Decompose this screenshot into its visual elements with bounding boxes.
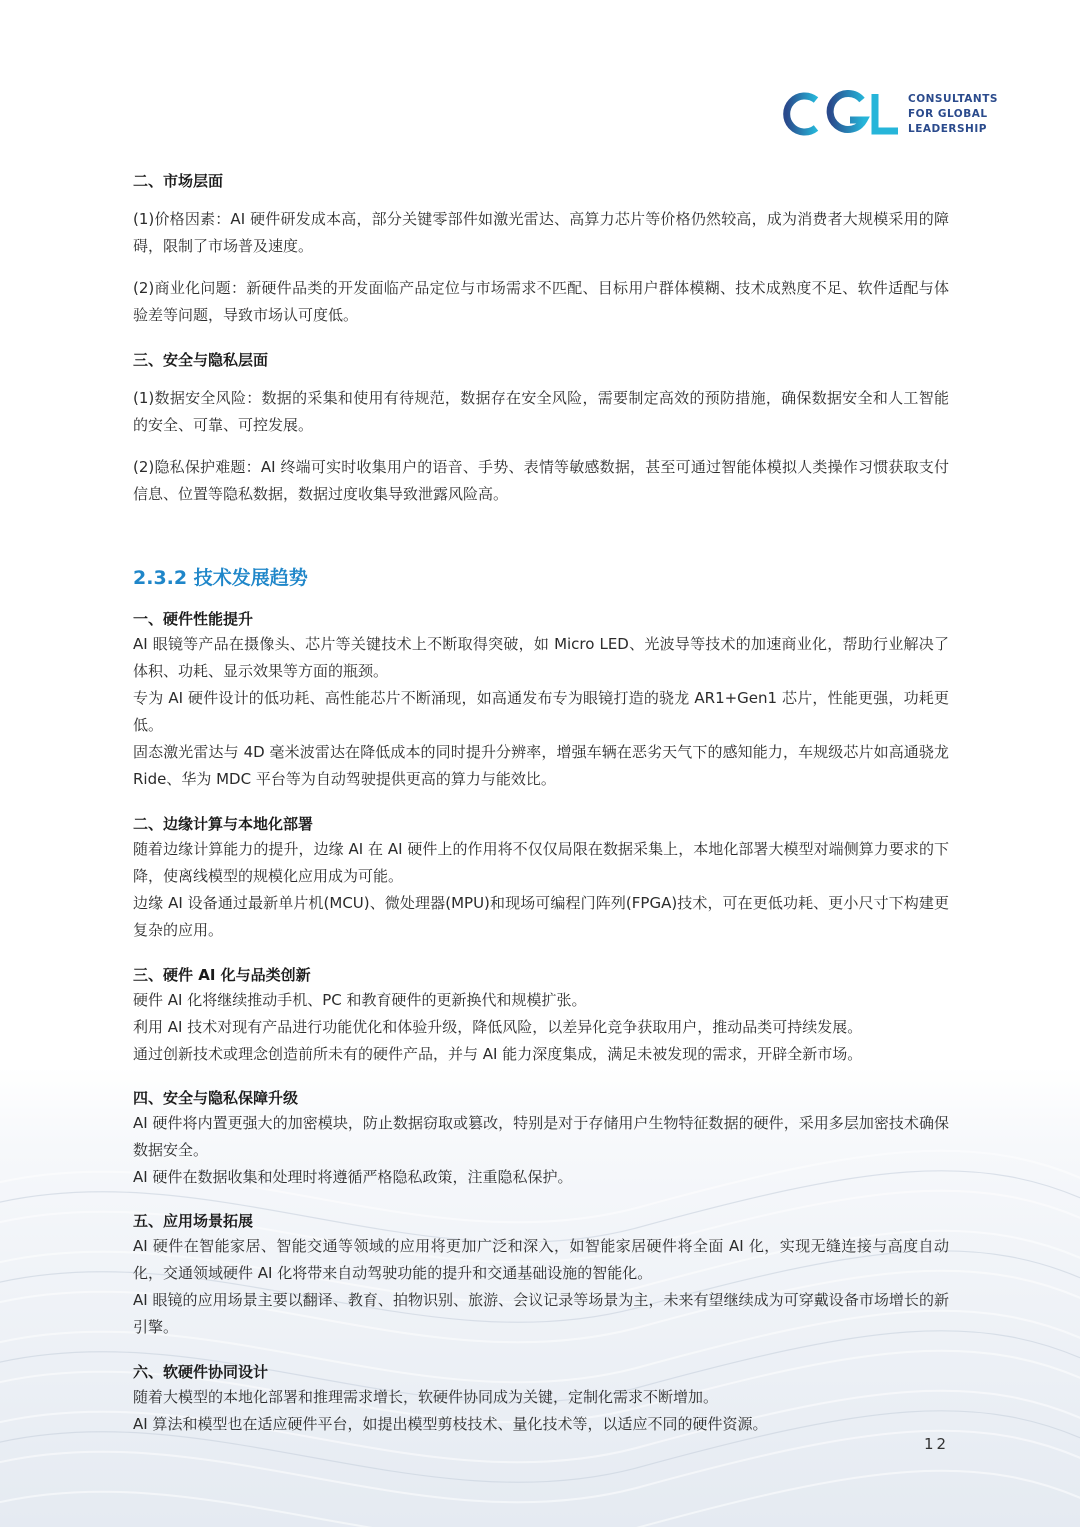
trend-5-heading: 五、应用场景拓展 [133,1212,254,1230]
trend-6-paragraph-2: AI 算法和模型也在适应硬件平台，如提出模型剪枝技术、量化技术等，以适应不同的硬件资源。 [133,1415,768,1433]
trend-2-paragraph-1: 随着边缘计算能力的提升，边缘 AI 在 AI 硬件上的作用将不仅仅局限在数据采集上，本地化部署大模型对端侧算力要求的下降，使离线模型的规模化应用成为可能。 [133,840,949,885]
trend-6-paragraph-1: 随着大模型的本地化部署和推理需求增长，软硬件协同成为关键，定制化需求不断增加。 [133,1388,719,1406]
trend-3-paragraph-1: 硬件 AI 化将继续推动手机、PC 和教育硬件的更新换代和规模扩张。 [133,991,587,1009]
logo-line-3: LEADERSHIP [908,122,987,135]
trend-1-paragraph-3: 固态激光雷达与 4D 毫米波雷达在降低成本的同时提升分辨率，增强车辆在恶劣天气下的感知能力，车规级芯片如高通骁龙 Ride、华为 MDC 平台等为自动驾驶提供更高的算力与能效比。 [133,743,949,788]
logo-line-2: FOR GLOBAL [908,107,988,120]
trend-4-paragraph-2: AI 硬件在数据收集和处理时将遵循严格隐私政策，注重隐私保护。 [133,1168,573,1186]
trend-2-heading: 二、边缘计算与本地化部署 [133,815,314,833]
cgl-logo [778,90,998,138]
trend-2-paragraph-2: 边缘 AI 设备通过最新单片机(MCU)、微处理器(MPU)和现场可编程门阵列(FPGA)技术，可在更低功耗、更小尺寸下构建更复杂的应用。 [133,894,949,939]
market-paragraph-2: (2)商业化问题：新硬件品类的开发面临产品定位与市场需求不匹配、目标用户群体模糊、技术成熟度不足、软件适配与体验差等问题，导致市场认可度低。 [133,279,949,324]
trend-3-heading: 三、硬件 AI 化与品类创新 [133,966,311,984]
security-paragraph-2: (2)隐私保护难题：AI 终端可实时收集用户的语音、手势、表情等敏感数据，甚至可通过智能体模拟人类操作习惯获取支付信息、位置等隐私数据，数据过度收集导致泄露风险高。 [133,458,949,503]
trend-5-paragraph-2: AI 眼镜的应用场景主要以翻译、教育、拍物识别、旅游、会议记录等场景为主，未来有望继续成为可穿戴设备市场增长的新引擎。 [133,1291,949,1336]
trend-3-paragraph-2: 利用 AI 技术对现有产品进行功能优化和体验升级，降低风险，以差异化竞争获取用户，推动品类可持续发展。 [133,1018,863,1036]
trend-4-paragraph-1: AI 硬件将内置更强大的加密模块，防止数据窃取或篡改，特别是对于存储用户生物特征数据的硬件，采用多层加密技术确保数据安全。 [133,1114,949,1159]
trend-4-heading: 四、安全与隐私保障升级 [133,1089,299,1107]
logo-wordmark [908,92,998,137]
market-paragraph-1: (1)价格因素：AI 硬件研发成本高，部分关键零部件如激光雷达、高算力芯片等价格仍然较高，成为消费者大规模采用的障碍，限制了市场普及速度。 [133,210,949,255]
security-heading: 三、安全与隐私层面 [133,351,269,369]
logo-line-1: CONSULTANTS [908,92,998,105]
page-number: 12 [924,1435,950,1453]
cgl-logo-mark [778,90,900,138]
trend-1-paragraph-2: 专为 AI 硬件设计的低功耗、高性能芯片不断涌现，如高通发布专为眼镜打造的骁龙 AR1+Gen1 芯片，性能更强，功耗更低。 [133,689,949,734]
security-paragraph-1: (1)数据安全风险：数据的采集和使用有待规范，数据存在安全风险，需要制定高效的预防措施，确保数据安全和人工智能的安全、可靠、可控发展。 [133,389,949,434]
trend-5-paragraph-1: AI 硬件在智能家居、智能交通等领域的应用将更加广泛和深入，如智能家居硬件将全面 AI 化，实现无缝连接与高度自动化，交通领域硬件 AI 化将带来自动驾驶功能的提升和交通基础设施的智能化。 [133,1237,949,1282]
trend-6-heading: 六、软硬件协同设计 [133,1363,269,1381]
trend-3-paragraph-3: 通过创新技术或理念创造前所未有的硬件产品，并与 AI 能力深度集成，满足未被发现的需求，开辟全新市场。 [133,1045,863,1063]
market-heading: 二、市场层面 [133,172,224,190]
trend-1-heading: 一、硬件性能提升 [133,610,254,628]
section-title: 2.3.2 技术发展趋势 [133,567,308,589]
trend-1-paragraph-1: AI 眼镜等产品在摄像头、芯片等关键技术上不断取得突破，如 Micro LED、光波导等技术的加速商业化，帮助行业解决了体积、功耗、显示效果等方面的瓶颈。 [133,635,949,680]
